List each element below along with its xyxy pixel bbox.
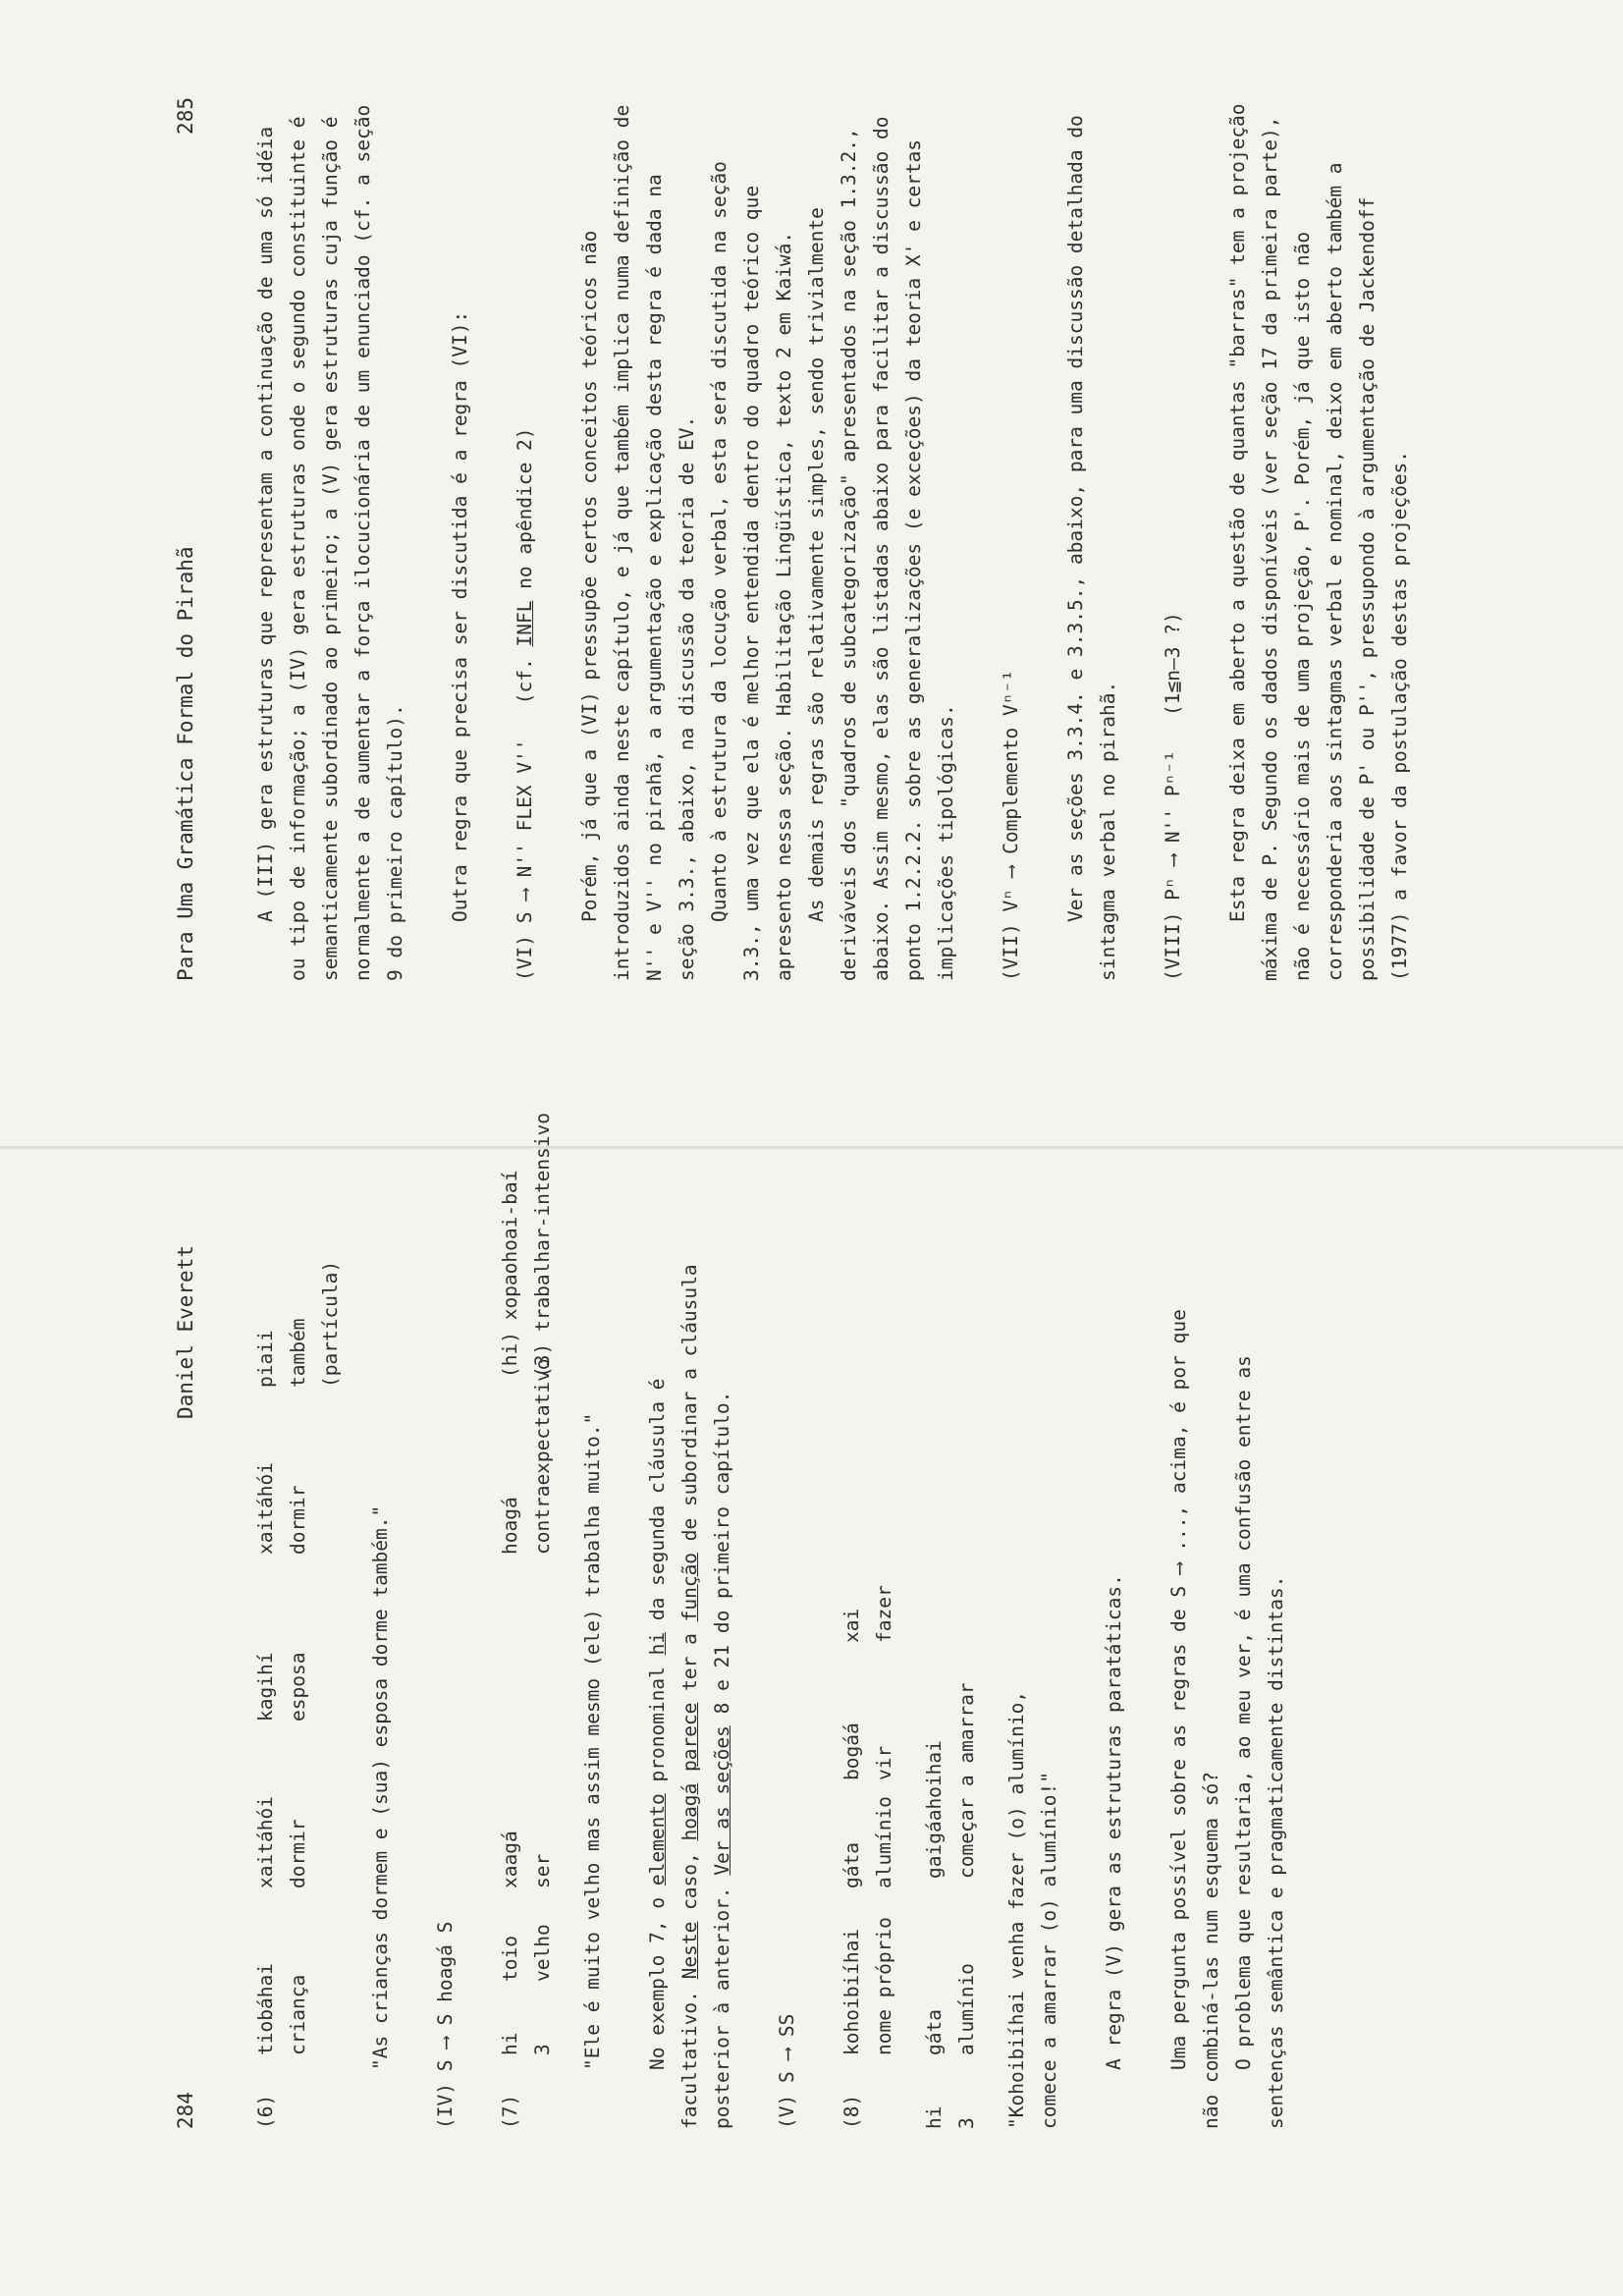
paragraph-line: Ver as seções 3.3.4. e 3.3.5., abaixo, para uma discussão detalhada do <box>1064 115 1087 922</box>
paragraph-line: deriváveis dos "quadros de subcategorização" apresentados na seção 1.3.2., <box>838 128 860 981</box>
rule-vi: (VI) S ⟶ N'' FLEX V'' (cf. INFL no apêndice 2) <box>514 427 536 981</box>
paragraph-line: sintagma verbal no pirahã. <box>1097 681 1119 981</box>
paragraph-line: N'' e V'' no pirahã, a argumentação e explicação desta regra é dada na <box>643 174 666 981</box>
page-header <box>169 97 202 981</box>
paragraph-line: normalmente a de aumentar a força ilocucionária de um enunciado (cf. a seção <box>352 104 374 981</box>
running-head: Para Uma Gramática Formal do Pirahã <box>174 546 197 981</box>
paragraph-line: não é necessário mais de uma projeção, P'. Porém, já que isto não <box>1291 231 1314 981</box>
paragraph-line: O problema que resultaria, ao meu ver, é uma confusão entre as <box>1232 1355 1255 2070</box>
example-8-line2-gloss: 3 alumínio começar a amarrar <box>955 1682 978 2129</box>
example-6-gloss-extra: (partícula) <box>319 1260 342 1388</box>
example-8-gloss: nome próprio alumínio vir fazer <box>873 1585 895 2055</box>
paragraph-line: Quanto à estrutura da locução verbal, esta será discutida na seção <box>708 161 730 922</box>
paragraph-line: Uma pergunta possível sobre as regras de S ⟶ ..., acima, é por que <box>1167 1309 1190 2070</box>
example-6-translation: "As crianças dormem e (sua) esposa dorme também." <box>369 1504 392 2070</box>
paragraph-line: seção 3.3., abaixo, na discussão da teoria de EV. <box>676 415 698 981</box>
rule-viii: (VIII) Pⁿ ⟶ N'' Pⁿ⁻¹ (1≦n—3 ?) <box>1162 612 1184 981</box>
page-body <box>232 1112 1292 2129</box>
example-7-translation: "Ele é muito velho mas assim mesmo (ele) trabalha muito." <box>581 1412 604 2070</box>
paragraph-line: sentenças semântica e pragmaticamente distintas. <box>1265 1575 1287 2129</box>
example-6-gloss: criança dormir esposa dormir também <box>287 1318 309 2055</box>
paragraph-line: As demais regras são relativamente simples, sendo trivialmente <box>805 207 828 922</box>
paragraph-line: A regra (V) gera as estruturas paratáticas. <box>1103 1574 1125 2070</box>
paragraph-line: implicações tipológicas. <box>935 704 957 981</box>
paragraph-line: Esta regra deixa em aberto a questão de quantas "barras" tem a projeção <box>1226 103 1249 922</box>
paragraph-line: corresponderia aos sintagmas verbal e nominal, deixo em aberto também a <box>1324 162 1346 981</box>
page-left <box>0 1112 1623 2296</box>
paragraph-line: não combiná-las num esquema só? <box>1200 1772 1222 2129</box>
page-header <box>169 1245 202 2129</box>
paragraph-line: introduzidos ainda neste capítulo, e já que também implica numa definição de <box>611 104 633 981</box>
paragraph-line: 3.3., uma vez que ela é melhor entendida dentro do quadro teórico que <box>740 185 763 981</box>
page-body <box>232 97 1416 981</box>
paragraph-line: 9 do primeiro capítulo). <box>384 704 406 981</box>
paragraph-line: A (III) gera estruturas que representam a continuação de uma só idéia <box>254 126 277 922</box>
paragraph-line: (1977) a favor da postulação destas projeções. <box>1388 450 1411 981</box>
paragraph-line: facultativo. Neste caso, hoagá parece ter a função de subordinar a cláusula <box>678 1264 701 2129</box>
example-7-words: (7) hi toio xaagá hoagá (hi) xopaohoai-baí <box>499 1170 521 2129</box>
example-7-gloss: 3 velho ser contraexpectativo (3) trabalhar-intensivo <box>531 1112 554 2055</box>
paragraph-line: abaixo. Assim mesmo, elas são listadas abaixo para facilitar a discussão do <box>870 116 893 981</box>
running-head: Daniel Everett <box>174 1245 197 1420</box>
rule-vii: (VII) Vⁿ ⟶ Complemento Vⁿ⁻¹ <box>1000 670 1022 981</box>
paragraph-line: máxima de P. Segundo os dados disponíveis (ver seção 17 da primeira parte), <box>1259 116 1281 981</box>
paragraph-line: ponto 1.2.2.2. sobre as generalizações (e exceções) da teoria X' e certas <box>902 138 925 981</box>
paragraph-line: ou tipo de informação; a (IV) gera estruturas onde o segundo constituinte é <box>287 116 309 981</box>
page-number: 284 <box>174 2092 197 2129</box>
rule-iv: (IV) S ⟶ S hoagá S <box>434 1921 457 2129</box>
paragraph-line: Porém, já que a (VI) pressupõe certos conceitos teóricos não <box>578 230 601 922</box>
paragraph-line: Outra regra que precisa ser discutida é a regra (VI): <box>449 310 471 922</box>
paragraph-line: semanticamente subordinado ao primeiro; a (V) gera estruturas cuja função é <box>319 116 342 981</box>
page-number: 285 <box>174 97 197 135</box>
example-8-translation: "Kohoibiíhai venha fazer (o) alumínio, <box>1005 1690 1028 2129</box>
paragraph-line: No exemplo 7, o elemento pronominal hi da segunda cláusula é <box>646 1378 669 2070</box>
paragraph-line: posterior à anterior. Ver as seções 8 e 21 do primeiro capítulo. <box>711 1391 733 2129</box>
page-left-rotated <box>0 1112 1623 2296</box>
example-8-words: (8) kohoibiíhai gáta bogáá xai <box>840 1608 863 2129</box>
rule-v: (V) S ⟶ SS <box>776 2013 798 2129</box>
example-6-words: (6) tiobáhai xaitáhói kagihí xaitáhói piaii <box>254 1330 277 2129</box>
paragraph-line: apresento nessa seção. Habilitação Lingüística, texto 2 em Kaiwá. <box>773 231 795 981</box>
example-8-translation: comece a amarrar (o) alumínio!" <box>1038 1772 1060 2129</box>
paragraph-line: possibilidade de P' ou P'', pressupondo à argumentação de Jackendoff <box>1356 196 1379 981</box>
example-8-line2-words: hi gáta gaigáahoihai <box>923 1740 946 2129</box>
